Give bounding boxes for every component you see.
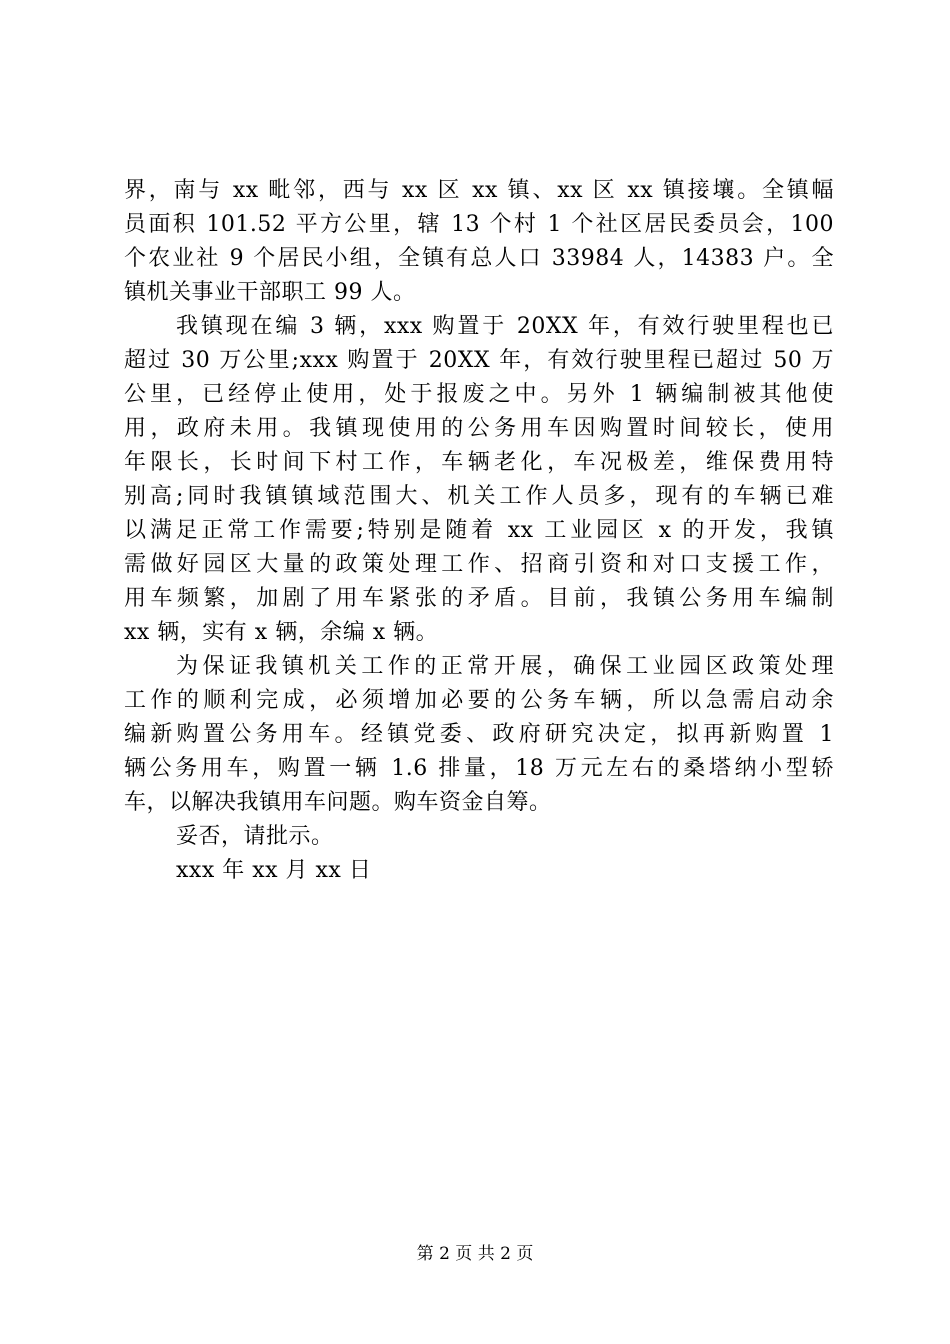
paragraph-line: xx 辆，实有 x 辆，余编 x 辆。: [124, 620, 439, 645]
paragraph-line: 以满足正常工作需要;特别是随着 xx 工业园区 x 的开发，我镇: [124, 518, 834, 543]
paragraph-line: 需做好园区大量的政策处理工作、招商引资和对口支援工作，: [124, 552, 834, 577]
paragraph-line: 个农业社 9 个居民小组，全镇有总人口 33984 人，14383 户。全: [124, 246, 834, 271]
document-date: xxx 年 xx 月 xx 日: [176, 858, 372, 883]
paragraph-line: 我镇现在编 3 辆，xxx 购置于 20XX 年，有效行驶里程也已: [176, 314, 834, 339]
paragraph-line: 为保证我镇机关工作的正常开展，确保工业园区政策处理: [176, 654, 834, 679]
paragraph-line: 工作的顺利完成，必须增加必要的公务车辆，所以急需启动余: [124, 688, 834, 713]
paragraph-line: 员面积 101.52 平方公里，辖 13 个村 1 个社区居民委员会，100: [124, 212, 834, 237]
paragraph-line: 公里，已经停止使用，处于报废之中。另外 1 辆编制被其他使: [124, 382, 834, 407]
page-footer: [0, 1242, 950, 1266]
document-body: [124, 174, 834, 888]
paragraph-line: 用车频繁，加剧了用车紧张的矛盾。目前，我镇公务用车编制: [124, 586, 834, 611]
paragraph-line: 镇机关事业干部职工 99 人。: [124, 280, 416, 305]
page-number: 第 2 页 共 2 页: [416, 1244, 534, 1264]
paragraph-line: 用，政府未用。我镇现使用的公务用车因购置时间较长，使用: [124, 416, 834, 441]
paragraph-line: 编新购置公务用车。经镇党委、政府研究决定，拟再新购置 1: [124, 722, 834, 747]
paragraph-line: 辆公务用车，购置一辆 1.6 排量，18 万元左右的桑塔纳小型轿: [124, 756, 834, 781]
closing-request: 妥否，请批示。: [176, 824, 334, 849]
paragraph-line: 超过 30 万公里;xxx 购置于 20XX 年，有效行驶里程已超过 50 万: [124, 348, 834, 373]
paragraph-line: 界，南与 xx 毗邻，西与 xx 区 xx 镇、xx 区 xx 镇接壤。全镇幅: [124, 178, 834, 203]
paragraph-line: 别高;同时我镇镇域范围大、机关工作人员多，现有的车辆已难: [124, 484, 834, 509]
paragraph-line: 年限长，长时间下村工作，车辆老化，车况极差，维保费用特: [124, 450, 834, 475]
paragraph-line: 车，以解决我镇用车问题。购车资金自筹。: [124, 790, 552, 815]
